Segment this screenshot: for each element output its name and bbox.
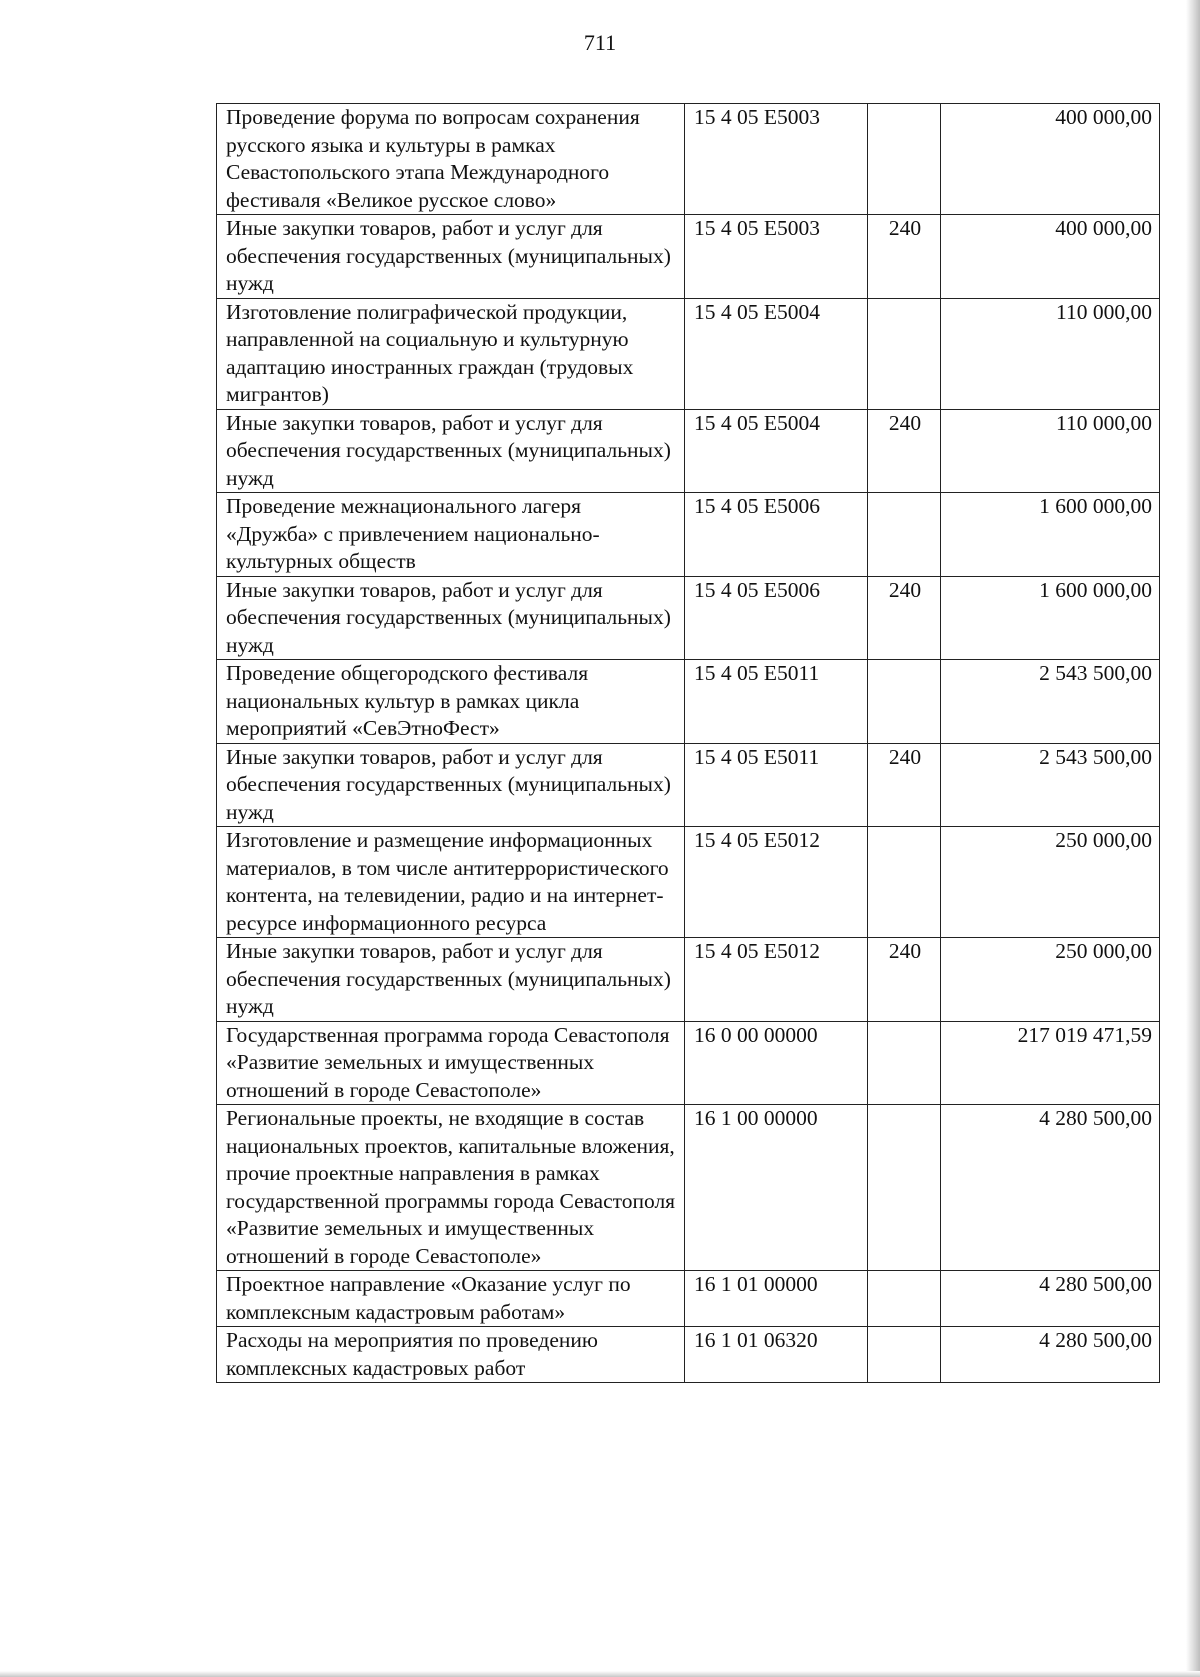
target-article-code: 16 0 00 00000	[685, 1021, 868, 1105]
target-article-code: 15 4 05 E5006	[685, 493, 868, 577]
table-row	[217, 1327, 1160, 1383]
target-article-code: 16 1 01 06320	[685, 1327, 868, 1383]
table-row	[217, 1021, 1160, 1105]
amount: 2 543 500,00	[941, 743, 1160, 827]
table-row	[217, 938, 1160, 1022]
expense-type-code	[868, 1105, 941, 1271]
page-number: 711	[583, 30, 617, 55]
item-name: Проведение общегородского фестиваля национальных культур в рамках цикла мероприятий «СевЭтноФест»	[217, 660, 685, 744]
table-row	[217, 493, 1160, 577]
item-name: Иные закупки товаров, работ и услуг для обеспечения государственных (муниципальных) нужд	[217, 215, 685, 299]
target-article-code: 15 4 05 E5004	[685, 298, 868, 409]
expense-type-code: 240	[868, 743, 941, 827]
expense-type-code: 240	[868, 938, 941, 1022]
table-row	[217, 215, 1160, 299]
item-name: Региональные проекты, не входящие в состав национальных проектов, капитальные вложения, прочие проектные направления в рамках государственной программы города Севастополя «Развитие земельных и имущественных отношений в городе Севастополе»	[217, 1105, 685, 1271]
scan-edge-shadow	[1186, 0, 1200, 1677]
expense-type-code	[868, 1021, 941, 1105]
target-article-code: 15 4 05 E5006	[685, 576, 868, 660]
item-name: Иные закупки товаров, работ и услуг для обеспечения государственных (муниципальных) нужд	[217, 576, 685, 660]
amount: 217 019 471,59	[941, 1021, 1160, 1105]
table-row	[217, 104, 1160, 215]
amount: 110 000,00	[941, 409, 1160, 493]
amount: 250 000,00	[941, 827, 1160, 938]
amount: 400 000,00	[941, 215, 1160, 299]
table-row	[217, 1105, 1160, 1271]
table-row	[217, 409, 1160, 493]
expense-type-code	[868, 1327, 941, 1383]
expense-type-code	[868, 104, 941, 215]
target-article-code: 16 1 01 00000	[685, 1271, 868, 1327]
target-article-code: 15 4 05 E5003	[685, 104, 868, 215]
item-name: Иные закупки товаров, работ и услуг для обеспечения государственных (муниципальных) нужд	[217, 743, 685, 827]
amount: 4 280 500,00	[941, 1105, 1160, 1271]
budget-table	[216, 103, 1160, 1383]
scan-edge-shadow-bottom	[0, 1671, 1200, 1677]
item-name: Проведение межнационального лагеря «Дружба» с привлечением национально-культурных обществ	[217, 493, 685, 577]
expense-type-code	[868, 298, 941, 409]
expense-type-code: 240	[868, 215, 941, 299]
expense-type-code	[868, 493, 941, 577]
item-name: Проектное направление «Оказание услуг по комплексным кадастровым работам»	[217, 1271, 685, 1327]
amount: 110 000,00	[941, 298, 1160, 409]
target-article-code: 15 4 05 E5003	[685, 215, 868, 299]
expense-type-code	[868, 827, 941, 938]
amount: 2 543 500,00	[941, 660, 1160, 744]
amount: 4 280 500,00	[941, 1327, 1160, 1383]
item-name: Иные закупки товаров, работ и услуг для обеспечения государственных (муниципальных) нужд	[217, 938, 685, 1022]
table-row	[217, 576, 1160, 660]
target-article-code: 16 1 00 00000	[685, 1105, 868, 1271]
table-row	[217, 660, 1160, 744]
item-name: Проведение форума по вопросам сохранения русского языка и культуры в рамках Севастопольского этапа Международного фестиваля «Великое русское слово»	[217, 104, 685, 215]
table-row	[217, 298, 1160, 409]
amount: 400 000,00	[941, 104, 1160, 215]
expense-type-code	[868, 1271, 941, 1327]
item-name: Изготовление полиграфической продукции, направленной на социальную и культурную адаптацию иностранных граждан (трудовых мигрантов)	[217, 298, 685, 409]
amount: 4 280 500,00	[941, 1271, 1160, 1327]
item-name: Иные закупки товаров, работ и услуг для обеспечения государственных (муниципальных) нужд	[217, 409, 685, 493]
target-article-code: 15 4 05 E5011	[685, 743, 868, 827]
target-article-code: 15 4 05 E5011	[685, 660, 868, 744]
table-row	[217, 827, 1160, 938]
expense-type-code	[868, 660, 941, 744]
expense-type-code: 240	[868, 576, 941, 660]
item-name: Расходы на мероприятия по проведению комплексных кадастровых работ	[217, 1327, 685, 1383]
expense-type-code: 240	[868, 409, 941, 493]
item-name: Государственная программа города Севастополя «Развитие земельных и имущественных отношений в городе Севастополе»	[217, 1021, 685, 1105]
amount: 250 000,00	[941, 938, 1160, 1022]
target-article-code: 15 4 05 E5012	[685, 827, 868, 938]
item-name: Изготовление и размещение информационных материалов, в том числе антитеррористического контента, на телевидении, радио и на интернет-ресурсе информационного ресурса	[217, 827, 685, 938]
table-row	[217, 1271, 1160, 1327]
amount: 1 600 000,00	[941, 493, 1160, 577]
target-article-code: 15 4 05 E5012	[685, 938, 868, 1022]
target-article-code: 15 4 05 E5004	[685, 409, 868, 493]
table-row	[217, 743, 1160, 827]
amount: 1 600 000,00	[941, 576, 1160, 660]
